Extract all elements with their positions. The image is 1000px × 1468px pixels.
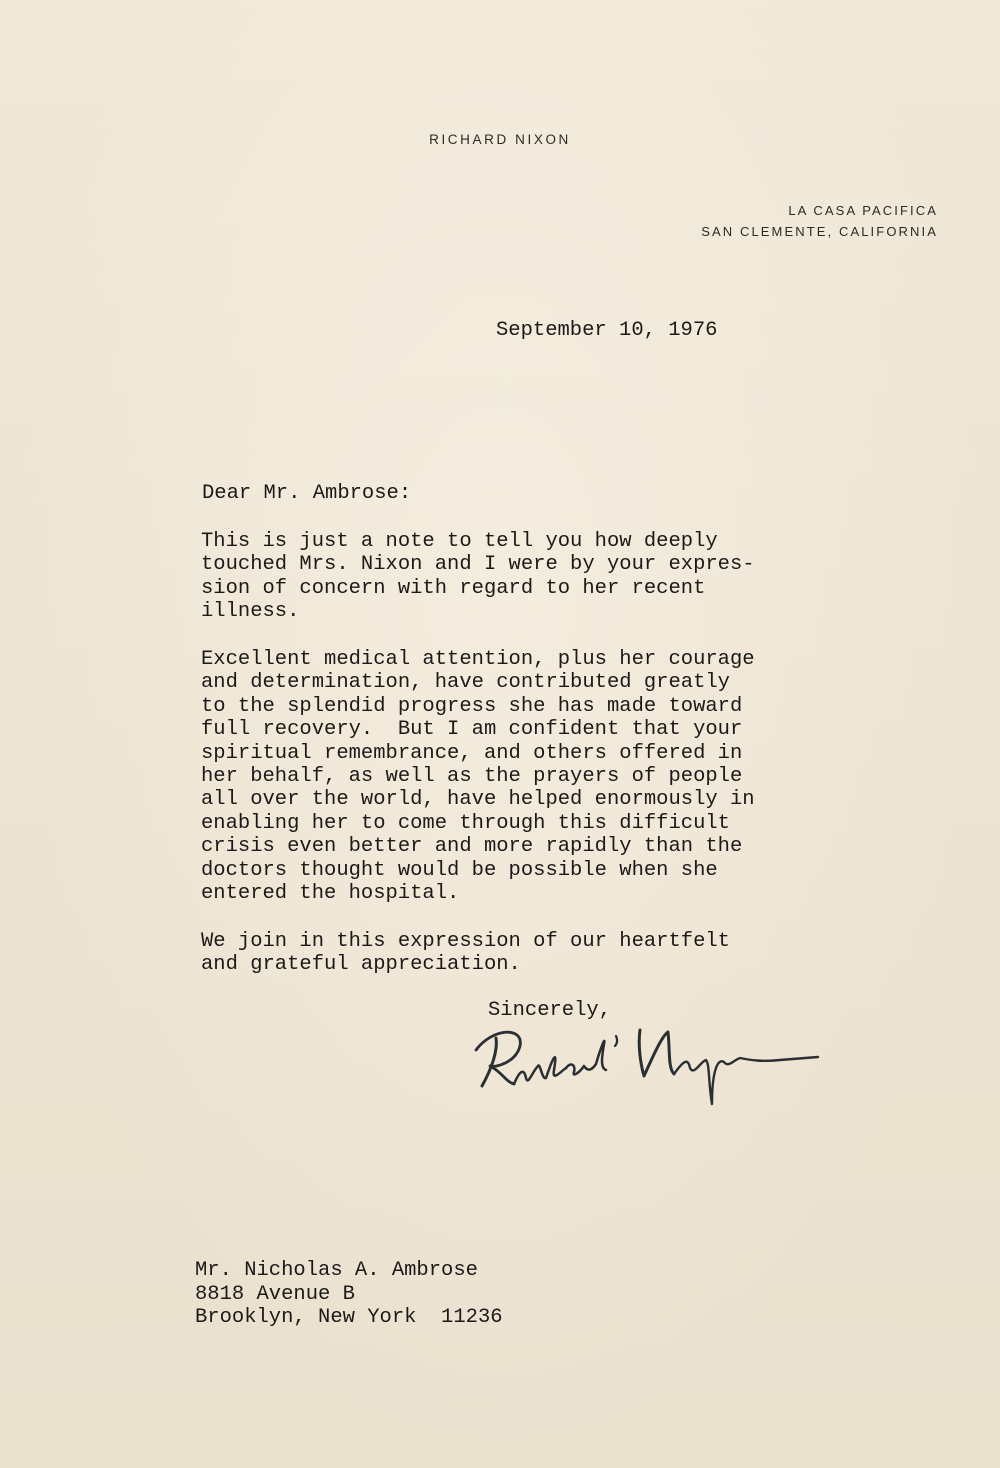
letterhead-address: [701, 200, 938, 242]
body-line: doctors thought would be possible when she: [201, 858, 718, 882]
body-line: all over the world, have helped enormously in: [201, 788, 755, 812]
closing: Sincerely,: [488, 999, 612, 1022]
body-line: illness.: [201, 600, 300, 624]
body-line: and grateful appreciation.: [201, 953, 521, 977]
body-line: to the splendid progress she has made toward: [201, 694, 743, 718]
body-line: This is just a note to tell you how deeply: [201, 530, 718, 553]
body-line: crisis even better and more rapidly than the: [201, 835, 743, 859]
letterhead-address-line: SAN CLEMENTE, CALIFORNIA: [701, 224, 938, 239]
recipient-city: Brooklyn, New York 11236: [195, 1306, 503, 1330]
body-paragraph-2: [201, 648, 755, 905]
body-line: touched Mrs. Nixon and I were by your expres-: [201, 553, 755, 577]
body-paragraph-3: [201, 930, 730, 977]
body-paragraph-1: [201, 530, 755, 624]
body-line: Excellent medical attention, plus her courage: [201, 648, 755, 671]
body-line: We join in this expression of our heartfelt: [201, 930, 730, 953]
body-line: spiritual remembrance, and others offered in: [201, 741, 743, 765]
salutation: Dear Mr. Ambrose:: [202, 482, 412, 505]
letterhead-address-line: LA CASA PACIFICA: [788, 203, 938, 218]
handwritten-signature: [462, 1010, 832, 1120]
body-line: full recovery. But I am confident that your: [201, 718, 743, 742]
body-line: and determination, have contributed greatly: [201, 671, 730, 695]
letterhead-name: RICHARD NIXON: [429, 132, 571, 147]
body-line: entered the hospital.: [201, 882, 460, 906]
recipient-street: 8818 Avenue B: [195, 1282, 355, 1306]
recipient-name: Mr. Nicholas A. Ambrose: [195, 1259, 478, 1282]
body-line: sion of concern with regard to her recent: [201, 576, 706, 600]
letter-date: September 10, 1976: [496, 319, 718, 342]
recipient-address: [195, 1259, 503, 1330]
body-line: enabling her to come through this difficult: [201, 811, 730, 835]
body-line: her behalf, as well as the prayers of people: [201, 765, 743, 789]
